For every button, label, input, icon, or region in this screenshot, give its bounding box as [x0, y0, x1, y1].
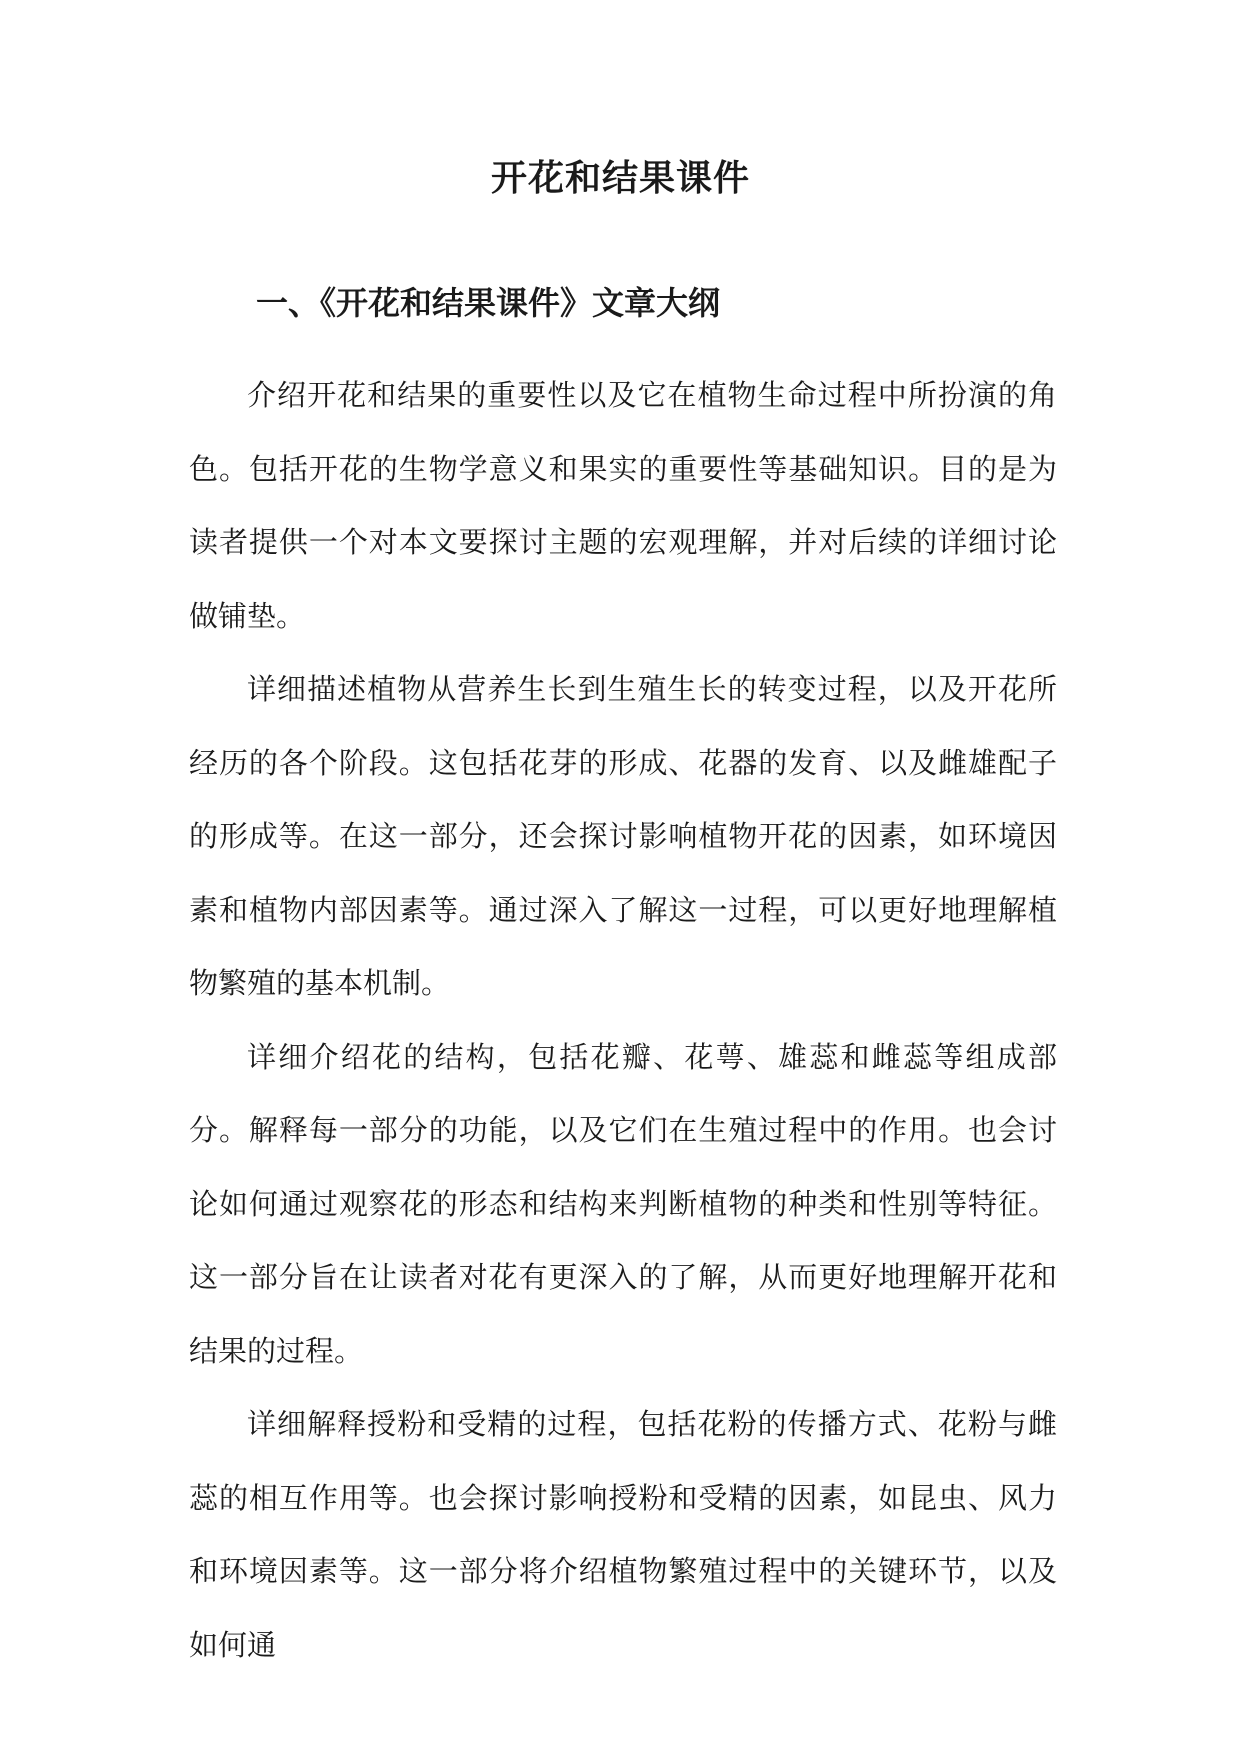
- document-body: [189, 359, 1057, 1682]
- document-title: 开花和结果课件: [490, 157, 750, 199]
- paragraph-2: 详细描述植物从营养生长到生殖生长的转变过程，以及开花所经历的各个阶段。这包括花芽的形成、花器的发育、以及雌雄配子的形成等。在这一部分，还会探讨影响植物开花的因素，如环境因素和植物内部因素等。通过深入了解这一过程，可以更好地理解植物繁殖的基本机制。: [189, 672, 1057, 1000]
- section-heading: 一、《开花和结果课件》文章大纲: [256, 284, 721, 322]
- paragraph-3: 详细介绍花的结构，包括花瓣、花萼、雄蕊和雌蕊等组成部分。解释每一部分的功能，以及它们在生殖过程中的作用。也会讨论如何通过观察花的形态和结构来判断植物的种类和性别等特征。这一部分旨在让读者对花有更深入的了解，从而更好地理解开花和结果的过程。: [189, 1039, 1057, 1368]
- paragraph-4: 详细解释授粉和受精的过程，包括花粉的传播方式、花粉与雌蕊的相互作用等。也会探讨影响授粉和受精的因素，如昆虫、风力和环境因素等。这一部分将介绍植物繁殖过程中的关键环节，以及如何通: [189, 1407, 1057, 1662]
- paragraph-1: 介绍开花和结果的重要性以及它在植物生命过程中所扮演的角色。包括开花的生物学意义和果实的重要性等基础知识。目的是为读者提供一个对本文要探讨主题的宏观理解，并对后续的详细讨论做铺垫。: [189, 378, 1057, 633]
